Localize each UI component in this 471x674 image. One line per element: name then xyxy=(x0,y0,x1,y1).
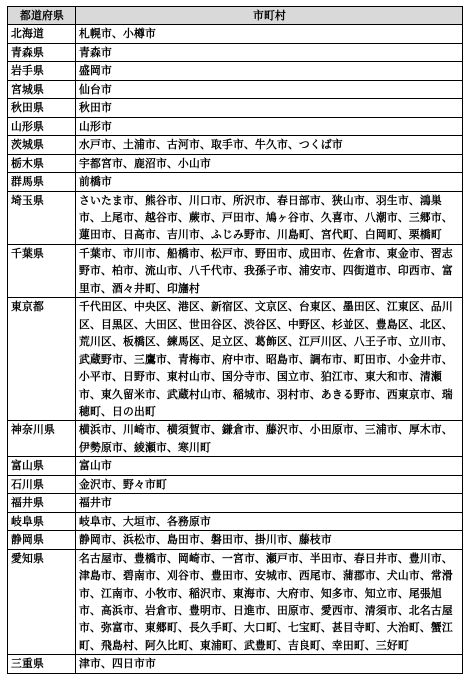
table-row xyxy=(8,117,463,135)
prefecture-cell: 東京都 xyxy=(8,298,76,421)
header-prefecture: 都道府県 xyxy=(8,7,76,25)
municipalities-cell: 金沢市、野々市町 xyxy=(76,475,463,493)
table-row xyxy=(8,244,463,297)
municipalities-cell: 秋田市 xyxy=(76,99,463,117)
prefecture-cell: 宮城県 xyxy=(8,80,76,98)
table-row xyxy=(8,512,463,530)
prefecture-cell: 青森県 xyxy=(8,43,76,61)
municipalities-cell: 盛岡市 xyxy=(76,62,463,80)
prefecture-cell: 静岡県 xyxy=(8,531,76,549)
table-row xyxy=(8,173,463,191)
table-row xyxy=(8,655,463,673)
prefecture-cell: 埼玉県 xyxy=(8,191,76,244)
table-row xyxy=(8,25,463,43)
table-row xyxy=(8,549,463,655)
table-body xyxy=(8,25,463,673)
prefecture-cell: 岩手県 xyxy=(8,62,76,80)
prefecture-cell: 千葉県 xyxy=(8,244,76,297)
municipalities-cell: 仙台市 xyxy=(76,80,463,98)
prefecture-cell: 三重県 xyxy=(8,655,76,673)
municipalities-cell: 札幌市、小樽市 xyxy=(76,25,463,43)
prefecture-cell: 栃木県 xyxy=(8,154,76,172)
table-row xyxy=(8,136,463,154)
municipalities-cell: 静岡市、浜松市、島田市、磐田市、掛川市、藤枝市 xyxy=(76,531,463,549)
prefecture-cell: 富山県 xyxy=(8,457,76,475)
municipalities-cell: 宇都宮市、鹿沼市、小山市 xyxy=(76,154,463,172)
municipality-table xyxy=(7,6,463,674)
municipalities-cell: 青森市 xyxy=(76,43,463,61)
municipalities-cell: 名古屋市、豊橋市、岡崎市、一宮市、瀬戸市、半田市、春日井市、豊川市、津島市、碧南市、刈谷市、豊田市、安城市、西尾市、蒲郡市、犬山市、常滑市、江南市、小牧市、稲沢市、東海市、大府市、知多市、知立市、尾張旭市、高浜市、岩倉市、豊明市、日進市、田原市、愛西市、清須市、北名古屋市、弥富市、東郷町、長久手町、大口町、七宝町、甚目寺町、大治町、蟹江町、飛島村、阿久比町、東浦町、武豊町、吉良町、幸田町、三好町 xyxy=(76,549,463,655)
table-header-row xyxy=(8,7,463,25)
table-row xyxy=(8,531,463,549)
table-row xyxy=(8,494,463,512)
prefecture-cell: 群馬県 xyxy=(8,173,76,191)
municipalities-cell: 津市、四日市市 xyxy=(76,655,463,673)
municipalities-cell: 山形市 xyxy=(76,117,463,135)
prefecture-cell: 石川県 xyxy=(8,475,76,493)
prefecture-cell: 愛知県 xyxy=(8,549,76,655)
prefecture-cell: 福井県 xyxy=(8,494,76,512)
table-row xyxy=(8,475,463,493)
municipalities-cell: さいたま市、熊谷市、川口市、所沢市、春日部市、狭山市、羽生市、鴻巣市、上尾市、越谷市、蕨市、戸田市、鳩ヶ谷市、久喜市、八潮市、三郷市、蓮田市、日高市、吉川市、ふじみ野市、川島町、宮代町、白岡町、栗橋町 xyxy=(76,191,463,244)
prefecture-cell: 茨城県 xyxy=(8,136,76,154)
municipalities-cell: 福井市 xyxy=(76,494,463,512)
prefecture-cell: 岐阜県 xyxy=(8,512,76,530)
header-municipality: 市町村 xyxy=(76,7,463,25)
prefecture-cell: 秋田県 xyxy=(8,99,76,117)
table-row xyxy=(8,298,463,421)
table-row xyxy=(8,62,463,80)
table-row xyxy=(8,99,463,117)
table-row xyxy=(8,191,463,244)
municipalities-cell: 前橋市 xyxy=(76,173,463,191)
table-row xyxy=(8,421,463,457)
table-row xyxy=(8,43,463,61)
municipalities-cell: 水戸市、土浦市、古河市、取手市、牛久市、つくば市 xyxy=(76,136,463,154)
municipalities-cell: 富山市 xyxy=(76,457,463,475)
prefecture-cell: 北海道 xyxy=(8,25,76,43)
prefecture-cell: 山形県 xyxy=(8,117,76,135)
municipalities-cell: 千代田区、中央区、港区、新宿区、文京区、台東区、墨田区、江東区、品川区、目黒区、大田区、世田谷区、渋谷区、中野区、杉並区、豊島区、北区、荒川区、板橋区、練馬区、足立区、葛飾区、江戸川区、八王子市、立川市、武蔵野市、三鷹市、青梅市、府中市、昭島市、調布市、町田市、小金井市、小平市、日野市、東村山市、国分寺市、国立市、狛江市、東大和市、清瀬市、東久留米市、武蔵村山市、稲城市、羽村市、あきる野市、西東京市、瑞穂町、日の出町 xyxy=(76,298,463,421)
municipalities-cell: 横浜市、川崎市、横須賀市、鎌倉市、藤沢市、小田原市、三浦市、厚木市、伊勢原市、綾瀬市、寒川町 xyxy=(76,421,463,457)
prefecture-cell: 神奈川県 xyxy=(8,421,76,457)
table-row xyxy=(8,154,463,172)
table-row xyxy=(8,80,463,98)
municipalities-cell: 岐阜市、大垣市、各務原市 xyxy=(76,512,463,530)
table-row xyxy=(8,457,463,475)
municipalities-cell: 千葉市、市川市、船橋市、松戸市、野田市、成田市、佐倉市、東金市、習志野市、柏市、流山市、八千代市、我孫子市、浦安市、四街道市、印西市、富里市、酒々井町、印旛村 xyxy=(76,244,463,297)
